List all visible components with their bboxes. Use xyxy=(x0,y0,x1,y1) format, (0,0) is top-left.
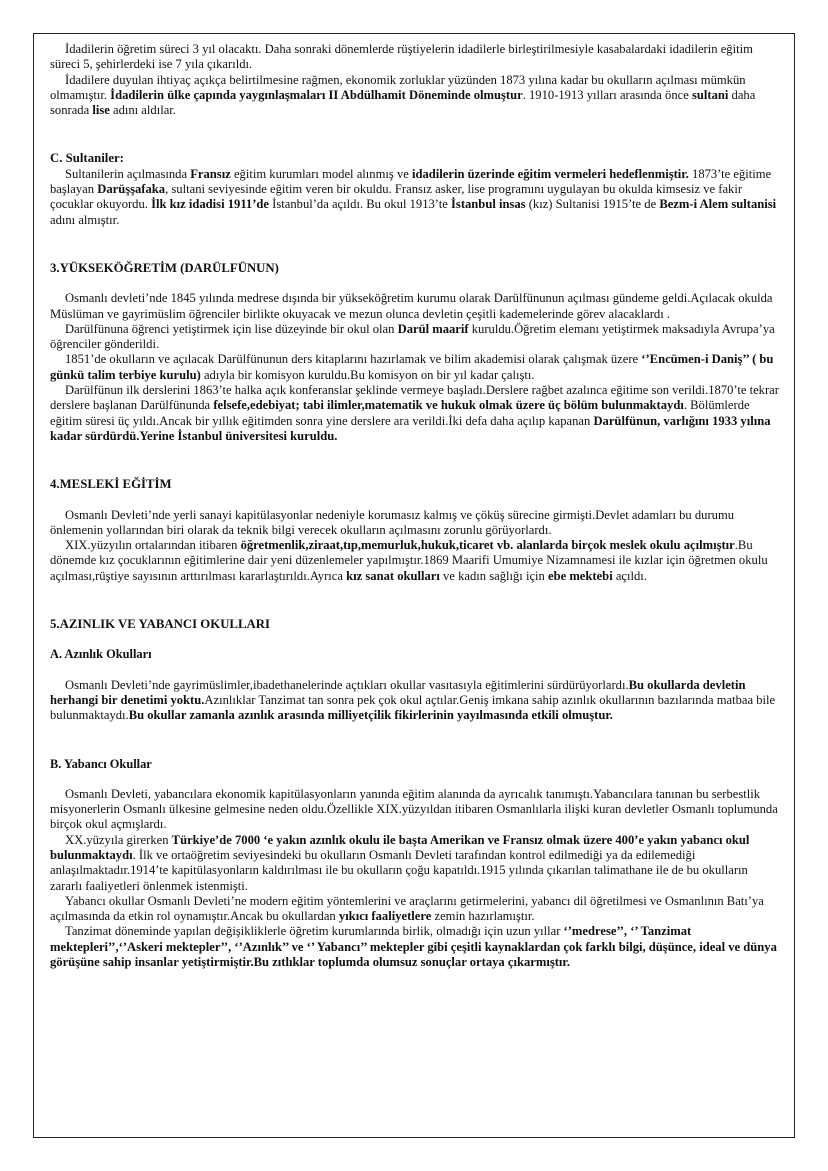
paragraph xyxy=(50,322,782,353)
text-run: Yabancı okullar Osmanlı Devleti’ne modern eğitim yöntemlerini ve araçlarını getirmelerini, yabancı dil öğretilmesi ve Osmanlının Batı’ya açılmasında da etkin rol oynamıştır.Ancak bu okullardan xyxy=(50,893,764,924)
text-run: ve kadın sağlığı için xyxy=(439,568,548,583)
section-heading: 3.YÜKSEKÖĞRETİM (DARÜLFÜNUN) xyxy=(50,260,279,275)
bold-text: ‘’medrese’’, ‘’ Tanzimat mektepleri’’,‘’Askeri mektepler’’, ‘’Azınlık’’ ve ‘’ Yabancı’’ mektepler gibi çeşitli kaynaklardan çok farklı bilgi, düşünce, ideal ve dünya görüşüne sahip insanlar yetiştirmiştir.Bu zıtlıklar toplumda olumsuz sonuçlar ortaya çıkarmıştır. xyxy=(50,924,777,970)
text-run: kuruldu.Öğretim elemanı yetiştirmek maksadıyla Avrupa’ya öğrenciler gönderildi. xyxy=(50,321,775,352)
text-run: . İlk ve ortaöğretim seviyesindeki bu okulların Osmanlı Devleti tarafından kontrol edilmediği ya da edilemediği anlaşılmaktadır.1914’te kapitülasyonların kaldırılması ile bu okulların çoğu kapatıldı.1915 yılında çıkarılan talimathane ile de bu okulların zararlı faaliyetleri önlenmek istenmişti. xyxy=(50,847,748,893)
text-run: . 1910-1913 yılları arasında önce xyxy=(522,87,692,102)
section xyxy=(50,477,782,584)
section-heading: C. Sultaniler: xyxy=(50,151,124,166)
paragraph xyxy=(50,383,782,444)
text-run: XX.yüzyıla girerken xyxy=(65,832,172,847)
bold-text: lise xyxy=(92,103,110,118)
text-run: İdadilerin öğretim süreci 3 yıl olacaktı. Daha sonraki dönemlerde rüştiyelerin idadilerle birleştirilmesiyle kasabalardaki idadilerin eğitim süreci 5, şehirlerdeki ise 7 yıla çıkarıldı. xyxy=(50,42,753,72)
paragraph xyxy=(50,291,782,322)
bold-text: Fransız xyxy=(190,166,231,181)
paragraph xyxy=(50,167,782,228)
text-run: İdadilere duyulan ihtiyaç açıkça belirtilmesine rağmen, ekonomik zorluklar yüzünden 1873 yılına kadar bu okulların açılması mümkün olmamıştır. xyxy=(50,72,746,102)
paragraph xyxy=(50,678,782,724)
bold-text: Darülfünun, varlığını 1933 yılına kadar sürdürdü.Yerine İstanbul üniversitesi kuruldu. xyxy=(50,413,771,443)
section xyxy=(50,261,782,444)
text-run: açıldı. xyxy=(612,568,647,583)
text-run: (kız) Sultanisi 1915’te de xyxy=(525,197,660,212)
text-run: Tanzimat döneminde yapılan değişikliklerle öğretim kurumlarında birlik, olmadığı için uzun yıllar xyxy=(65,924,564,939)
text-run: 1851’de okulların ve açılacak Darülfünunun ders kitaplarını hazırlamak ve bilim akademisi olarak çalışmak üzere xyxy=(65,352,642,367)
paragraph xyxy=(50,73,782,119)
text-run: İstanbul’da açıldı. Bu okul 1913’te xyxy=(269,197,452,212)
paragraph xyxy=(50,833,782,894)
text-run: 1873’te eğitime başlayan xyxy=(50,166,772,197)
paragraph xyxy=(50,508,782,539)
bold-text: kız sanat okulları xyxy=(346,568,440,583)
section xyxy=(50,647,782,723)
text-run: Osmanlı Devleti, yabancılara ekonomik kapitülasyonların yanında eğitim alanında da ayrıcalık tanımıştı.Yabancılara tanınan bu serbestlik misyonerlerin Osmanlı ülkesine gelmesine neden oldu.Özellikle XIX.yüzyıldan itibaren Osmanlılarla ilişki kuran devletler Osmanlı toplumunda birçok okul açmışlardı. xyxy=(50,786,778,832)
bold-text: Türkiye’de 7000 ‘e yakın azınlık okulu ile başta Amerikan ve Fransız olmak üzere 400’e yakın yabancı okul bulunmaktaydı xyxy=(50,832,750,862)
text-run: eğitim kurumları model alınmış ve xyxy=(230,166,412,181)
bold-text: İdadilerin ülke çapında yaygınlaşmaları II Abdülhamit Döneminde olmuştur xyxy=(110,87,523,102)
text-run: daha sonrada xyxy=(50,87,756,118)
paragraph xyxy=(50,352,782,383)
text-run: XIX.yüzyılın ortalarından itibaren xyxy=(65,538,241,553)
bold-text: ebe mektebi xyxy=(547,568,613,583)
text-run: Osmanlı Devleti’nde gayrimüslimler,ibadethanelerinde açtıkları okullar vasıtasıyla eğitimlerini sürdürüyorlardı. xyxy=(65,677,629,692)
text-run: Osmanlı Devleti’nde yerli sanayi kapitülasyonlar nedeniyle korumasız kalmış ve çöküş sürecine girmişti.Devlet adamları bu durumu önlemenin yollarından biri olarak da teknik bilgi verecek okulların açılmasını zorunlu görüyorlardı. xyxy=(50,507,735,537)
subsection-heading: B. Yabancı Okullar xyxy=(50,756,152,771)
section-heading: 5.AZINLIK VE YABANCI OKULLARI xyxy=(50,617,270,632)
text-run: Sultanilerin açılmasında xyxy=(65,166,191,181)
paragraph xyxy=(50,924,782,970)
bold-text: Bu okullar zamanla azınlık arasında milliyetçilik fikirlerinin yayılmasında etkili olmuştur. xyxy=(128,708,613,723)
paragraph xyxy=(50,42,782,73)
text-run: adıyla bir komisyon kuruldu.Bu komisyon on bir yıl kadar çalıştı. xyxy=(200,367,535,382)
bold-text: sultani xyxy=(691,87,729,102)
bold-text: Darüşşafaka xyxy=(97,182,166,197)
text-run: .Bu dönemde kız çocuklarının eğitimlerine dair yeni düzenlemeler yapılmıştır.1869 Maarifi Umumiye Nizamnamesi ile kızlar için öğretmen okulu açılması,rüştiye sayısının arttırılması kararlaştırıldı.Ayrıca xyxy=(50,538,768,583)
text-run: adını almıştır. xyxy=(50,212,120,227)
text-run: Osmanlı devleti’nde 1845 yılında medrese dışında bir yükseköğretim kurumu olarak Darülfünunun açılması gündeme geldi.Açılacak okulda Müslüman ve gayrimüslim öğrenciler birlikte okuyacak ve mezun olunca devletin çeşitli kademelerinde görev alacaklardı . xyxy=(50,291,773,321)
section xyxy=(50,757,782,971)
bold-text: idadilerin üzerinde eğitim vermeleri hedeflenmiştir. xyxy=(411,166,689,181)
text-run: Darülfünuna öğrenci yetiştirmek için lise düzeyinde bir okul olan xyxy=(65,321,398,336)
text-run: . Bölümlerde eğitim süresi üç yıldı.Ancak bir yıllık eğitimden sonra yine derslere ara verildi.İki defa daha açılıp kapanan xyxy=(50,398,750,428)
bold-text: Bu okullarda devletin herhangi bir denetimi yoktu. xyxy=(50,677,746,707)
bold-text: İstanbul insas xyxy=(451,197,526,212)
text-run: adını aldılar. xyxy=(109,103,176,118)
section xyxy=(50,151,782,227)
text-run: zemin hazırlamıştır. xyxy=(431,909,535,924)
bold-text: İlk kız idadisi 1911’de xyxy=(151,197,270,212)
document-body xyxy=(50,42,782,970)
subsection-heading: A. Azınlık Okulları xyxy=(50,647,152,662)
section xyxy=(50,617,782,632)
bold-text: ‘’Encümen-i Daniş’’ ( bu günkü talim terbiye kurulu) xyxy=(50,352,774,382)
bold-text: yıkıcı faaliyetlere xyxy=(338,909,432,924)
bold-text: öğretmenlik,ziraat,tıp,memurluk,hukuk,ticaret vb. alanlarda birçok meslek okulu açılmıştır xyxy=(240,538,735,553)
bold-text: Bezm-i Alem sultanisi xyxy=(659,197,777,212)
bold-text: Darül maarif xyxy=(397,321,469,336)
paragraph xyxy=(50,538,782,584)
paragraph xyxy=(50,894,782,925)
paragraph xyxy=(50,787,782,833)
section-heading: 4.MESLEKİ EĞİTİM xyxy=(50,477,172,492)
text-run: Darülfünun ilk derslerini 1863’te halka açık konferanslar şeklinde vermeye başladı.Derslere rağbet azalınca eğitime son verildi.1870’te tekrar derslere başlanan Darülfünunda xyxy=(50,383,779,413)
text-run: Azınlıklar Tanzimat tan sonra pek çok okul açtılar.Geniş imkana sahip azınlık okullarının bazılarında matbaa bile bulunmaktaydı. xyxy=(50,692,776,723)
section xyxy=(50,42,782,118)
bold-text: felsefe,edebiyat; tabi ilimler,matematik ve hukuk olmak üzere üç bölüm bulunmaktaydı xyxy=(213,398,684,413)
text-run: , sultani seviyesinde eğitim veren bir okuldu. Fransız asker, lise programını uygulayan bu okulda kimsesiz ve fakir çocuklar okuyordu. xyxy=(50,182,743,212)
